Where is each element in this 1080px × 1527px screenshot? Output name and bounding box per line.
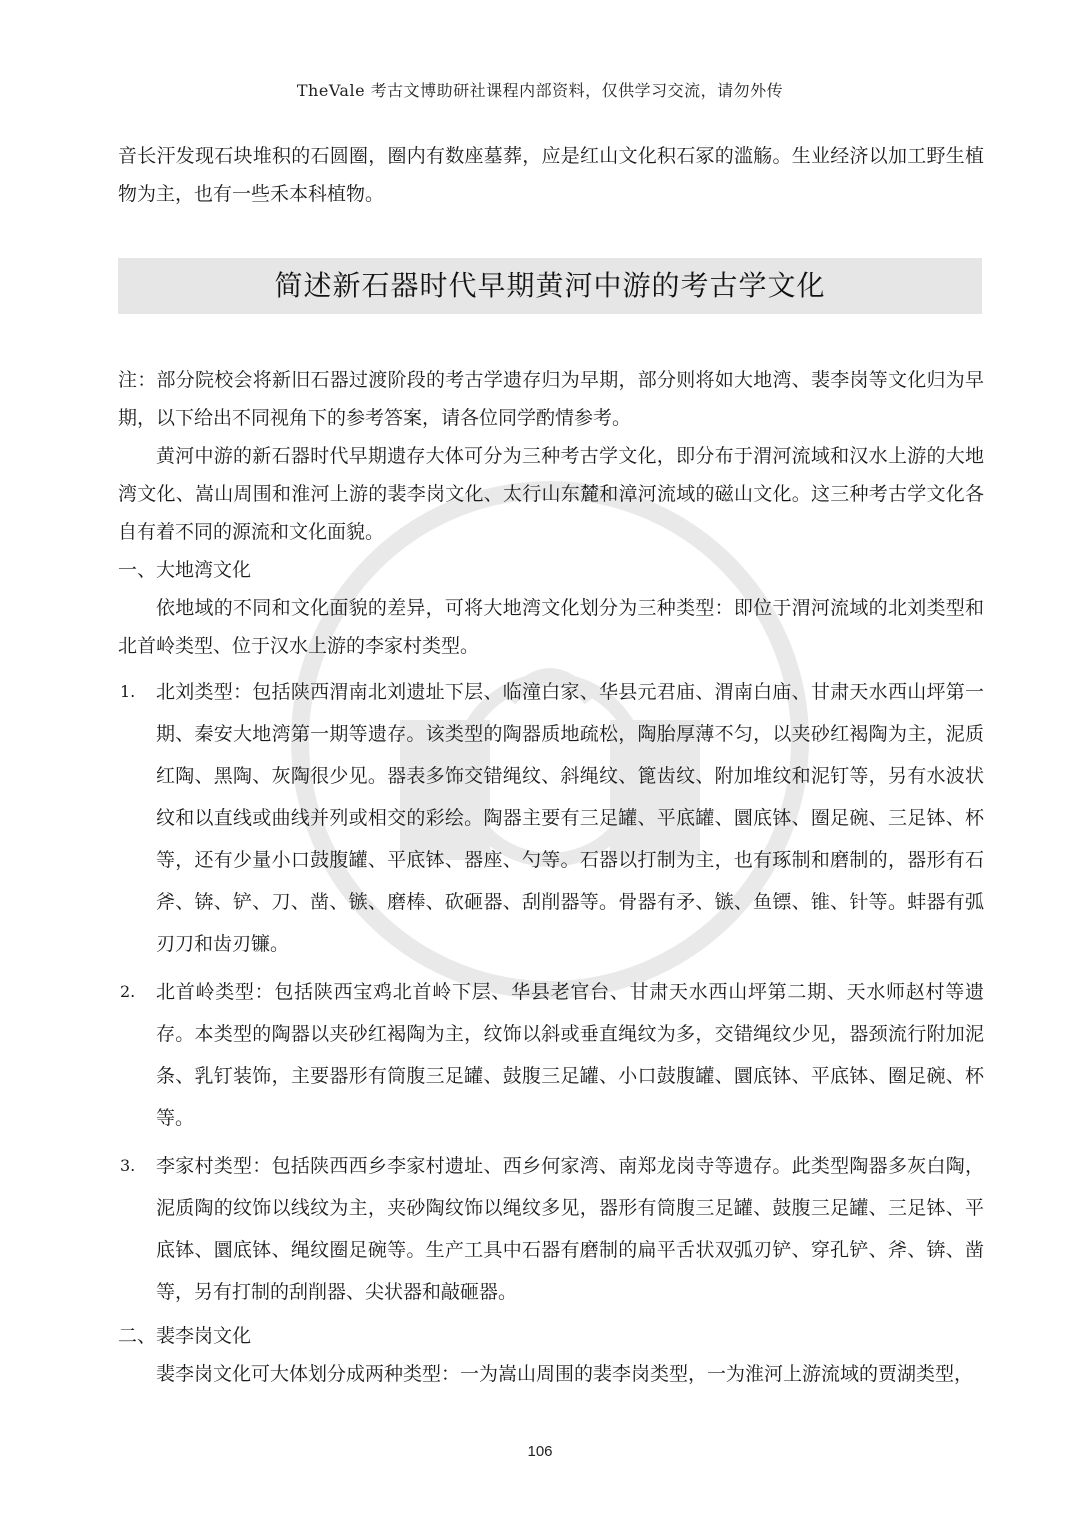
section-title: 简述新石器时代早期黄河中游的考古学文化 — [118, 258, 982, 314]
section1-heading: 一、大地湾文化 — [118, 559, 252, 581]
page-number: 106 — [527, 1443, 553, 1460]
overview-paragraph: 黄河中游的新石器时代早期遗存大体可分为三种考古学文化，即分布于渭河流域和汉水上游的大地湾文化、嵩山周围和淮河上游的裴李岗文化、太行山东麓和漳河流域的磁山文化。这三种考古学文化各自有着不同的源流和文化面貌。 — [118, 445, 984, 543]
list-item-text: 北首岭类型：包括陕西宝鸡北首岭下层、华县老官台、甘肃天水西山坪第二期、天水师赵村等遗存。本类型的陶器以夹砂红褐陶为主，纹饰以斜或垂直绳纹为多，交错绳纹少见，器颈流行附加泥条、乳钉装饰，主要器形有筒腹三足罐、鼓腹三足罐、小口鼓腹罐、圜底钵、平底钵、圈足碗、杯等。 — [156, 981, 984, 1129]
note-paragraph: 注：部分院校会将新旧石器过渡阶段的考古学遗存归为早期，部分则将如大地湾、裴李岗等文化归为早期，以下给出不同视角下的参考答案，请各位同学酌情参考。 — [118, 369, 984, 429]
section2-heading: 二、裴李岗文化 — [118, 1325, 252, 1347]
list-item-number: 3. — [120, 1156, 136, 1175]
page-header: TheVale 考古文博助研社课程内部资料，仅供学习交流，请勿外传 — [296, 81, 784, 100]
intro-block — [118, 137, 984, 213]
list-item — [118, 1145, 984, 1313]
list-item-text: 李家村类型：包括陕西西乡李家村遗址、西乡何家湾、南郑龙岗寺等遗存。此类型陶器多灰白陶，泥质陶的纹饰以线纹为主，夹砂陶纹饰以绳纹多见，器形有筒腹三足罐、鼓腹三足罐、三足钵、平底钵、圜底钵、绳纹圈足碗等。生产工具中石器有磨制的扁平舌状双弧刃铲、穿孔铲、斧、锛、凿等，另有打制的刮削器、尖状器和敲砸器。 — [156, 1155, 984, 1303]
list-item — [118, 671, 984, 965]
list-item-number: 1. — [120, 682, 136, 701]
intro-paragraph: 音长汗发现石块堆积的石圆圈，圈内有数座墓葬，应是红山文化积石冢的滥觞。生业经济以加工野生植物为主，也有一些禾本科植物。 — [118, 145, 984, 205]
body-content — [118, 361, 984, 1393]
list-item — [118, 971, 984, 1139]
list-item-text: 北刘类型：包括陕西渭南北刘遗址下层、临潼白家、华县元君庙、渭南白庙、甘肃天水西山坪第一期、秦安大地湾第一期等遗存。该类型的陶器质地疏松，陶胎厚薄不匀，以夹砂红褐陶为主，泥质红陶、黑陶、灰陶很少见。器表多饰交错绳纹、斜绳纹、篦齿纹、附加堆纹和泥钉等，另有水波状纹和以直线或曲线并列或相交的彩绘。陶器主要有三足罐、平底罐、圜底钵、圈足碗、三足钵、杯等，还有少量小口鼓腹罐、平底钵、器座、勺等。石器以打制为主，也有琢制和磨制的，器形有石斧、锛、铲、刀、凿、镞、磨棒、砍砸器、刮削器等。骨器有矛、镞、鱼镖、锥、针等。蚌器有弧刃刀和齿刃镰。 — [156, 681, 984, 955]
section1-intro: 依地域的不同和文化面貌的差异，可将大地湾文化划分为三种类型：即位于渭河流域的北刘类型和北首岭类型、位于汉水上游的李家村类型。 — [118, 597, 984, 657]
section2-intro: 裴李岗文化可大体划分成两种类型：一为嵩山周围的裴李岗类型，一为淮河上游流域的贾湖类型， — [156, 1363, 974, 1385]
list-item-number: 2. — [120, 982, 136, 1001]
